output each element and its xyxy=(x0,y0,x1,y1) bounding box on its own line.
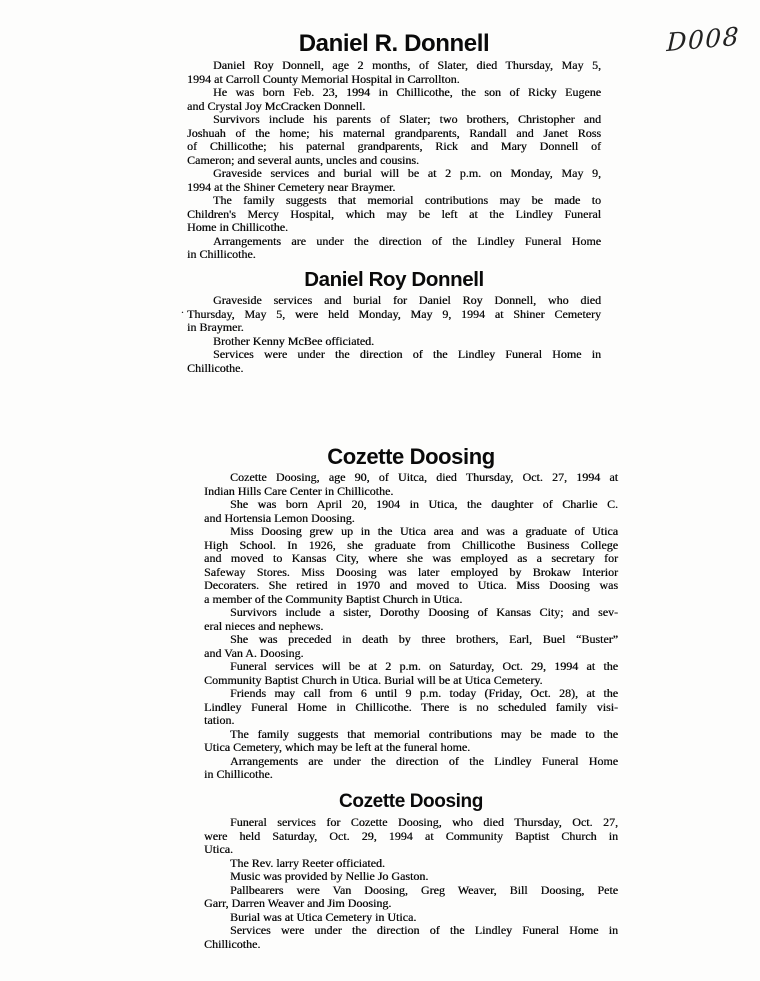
obituary-text-line: Arrangements are under the direction of the Lindley Funeral Home xyxy=(213,233,601,248)
obituary-text-line: and Van A. Doosing. xyxy=(204,645,304,660)
obituary-body xyxy=(187,294,601,375)
obituary-text-line: Community Baptist Church in Utica. Burial will be at Utica Cemetery. xyxy=(204,672,543,687)
handwritten-annotation: D008 xyxy=(666,21,741,58)
obituary-body xyxy=(204,471,618,782)
obituary-text-line: Graveside services and burial will be at 2 p.m. on Monday, May 9, xyxy=(213,166,601,180)
obituary-text-line: Safeway Stores. Miss Doosing was later employed by Brokaw Interior xyxy=(204,564,618,579)
obituary-text-line: Lindley Funeral Home in Chillicothe. There is no scheduled family visi- xyxy=(204,699,618,714)
obituary-text-line: Burial was at Utica Cemetery in Utica. xyxy=(230,909,417,924)
obituary-text-line: Utica. xyxy=(204,842,233,856)
obituary-text-line: Funeral services for Cozette Doosing, who died Thursday, Oct. 27, xyxy=(230,815,618,829)
obituary-body xyxy=(204,816,618,951)
obituary-text-line: were held Saturday, Oct. 29, 1994 at Community Baptist Church in xyxy=(204,828,618,843)
obituary-text-line: Decoraters. She retired in 1970 and moved to Utica. Miss Doosing was xyxy=(204,578,618,592)
obituary-text-line: and Hortensia Lemon Doosing. xyxy=(204,510,355,525)
obituary-text-line: Joshuah of the home; his maternal grandparents, Randall and Janet Ross xyxy=(187,125,601,140)
obituary-title: Daniel R. Donnell xyxy=(298,30,490,57)
obituary-text-line: Music was provided by Nellie Jo Gaston. xyxy=(230,869,429,883)
obituary-text-line: Services were under the direction of the Lindley Funeral Home in xyxy=(213,347,601,361)
obituary-text-line: The family suggests that memorial contributions may be made to xyxy=(213,193,601,207)
obituary-cozette-doosing-funeral xyxy=(204,789,618,951)
obituary-text-line: She was preceded in death by three brothers, Earl, Buel “Buster” xyxy=(230,632,618,646)
obituary-text-line: He was born Feb. 23, 1994 in Chillicothe, the son of Ricky Eugene xyxy=(213,85,601,99)
obituary-cozette-doosing xyxy=(204,443,618,782)
obituary-text-line: in Chillicothe. xyxy=(187,247,256,261)
obituary-text-line: Pallbearers were Van Doosing, Greg Weaver, Bill Doosing, Pete xyxy=(230,882,618,897)
obituary-title: Daniel Roy Donnell xyxy=(304,268,484,291)
obituary-text-line: a member of the Community Baptist Church in Utica. xyxy=(204,591,463,606)
obituary-text-line: Graveside services and burial for Daniel Roy Donnell, who died xyxy=(213,293,601,307)
obituary-text-line: Garr, Darren Weaver and Jim Doosing. xyxy=(204,896,392,910)
obituary-text-line: The Rev. larry Reeter officiated. xyxy=(230,855,385,870)
obituary-text-line: eral nieces and nephews. xyxy=(204,618,324,633)
obituary-title: Cozette Doosing xyxy=(339,791,483,812)
obituary-text-line: in Chillicothe. xyxy=(204,767,273,781)
obituary-text-line: Survivors include his parents of Slater; two brothers, Christopher and xyxy=(213,112,601,126)
obituary-text-line: and Crystal Joy McCracken Donnell. xyxy=(187,98,366,113)
obituary-text-line: and moved to Kansas City, where she was employed as a secretary for xyxy=(204,551,618,565)
obituary-text-line: Services were under the direction of the Lindley Funeral Home in xyxy=(230,923,618,937)
obituary-text-line: Home in Chillicothe. xyxy=(187,220,288,234)
obituary-text-line: of Chillicothe; his paternal grandparents, Rick and Mary Donnell of xyxy=(187,139,601,153)
obituary-text-line: in Braymer. xyxy=(187,320,244,334)
scan-artifact-dot: . xyxy=(181,302,184,316)
obituary-text-line: She was born April 20, 1904 in Utica, the daughter of Charlie C. xyxy=(230,497,618,511)
obituary-body xyxy=(187,59,601,262)
obituary-text-line: Chillicothe. xyxy=(187,360,244,375)
obituary-text-line: Friends may call from 6 until 9 p.m. today (Friday, Oct. 28), at the xyxy=(230,686,618,700)
obituary-text-line: Brother Kenny McBee officiated. xyxy=(213,333,375,348)
obituary-text-line: Indian Hills Care Center in Chillicothe. xyxy=(204,483,394,498)
obituary-text-line: Arrangements are under the direction of the Lindley Funeral Home xyxy=(230,753,618,768)
obituary-text-line: High School. In 1926, she graduate from Chillicothe Business College xyxy=(204,537,618,552)
obituary-text-line: tation. xyxy=(204,713,235,727)
obituary-text-line: Thursday, May 5, were held Monday, May 9, 1994 at Shiner Cemetery xyxy=(187,306,601,321)
obituary-text-line: Cameron; and several aunts, uncles and cousins. xyxy=(187,152,419,167)
obituary-text-line: Funeral services will be at 2 p.m. on Saturday, Oct. 29, 1994 at the xyxy=(230,659,618,673)
obituary-text-line: Utica Cemetery, which may be left at the funeral home. xyxy=(204,740,471,754)
obituary-daniel-roy-donnell xyxy=(187,266,601,375)
obituary-text-line: 1994 at the Shiner Cemetery near Braymer. xyxy=(187,179,396,194)
obituary-text-line: Children's Mercy Hospital, which may be left at the Lindley Funeral xyxy=(187,206,601,221)
obituary-title: Cozette Doosing xyxy=(327,444,495,469)
obituary-text-line: Daniel Roy Donnell, age 2 months, of Slater, died Thursday, May 5, xyxy=(213,58,601,72)
obituary-daniel-r-donnell xyxy=(187,30,601,262)
obituary-text-line: 1994 at Carroll County Memorial Hospital in Carrollton. xyxy=(187,71,460,86)
obituary-text-line: Miss Doosing grew up in the Utica area and was a graduate of Utica xyxy=(230,524,618,538)
obituary-text-line: Cozette Doosing, age 90, of Uitca, died Thursday, Oct. 27, 1994 at xyxy=(230,470,618,484)
obituary-text-line: Survivors include a sister, Dorothy Doosing of Kansas City; and sev- xyxy=(230,605,618,619)
obituary-text-line: The family suggests that memorial contributions may be made to the xyxy=(230,726,618,741)
obituary-text-line: Chillicothe. xyxy=(204,936,261,951)
